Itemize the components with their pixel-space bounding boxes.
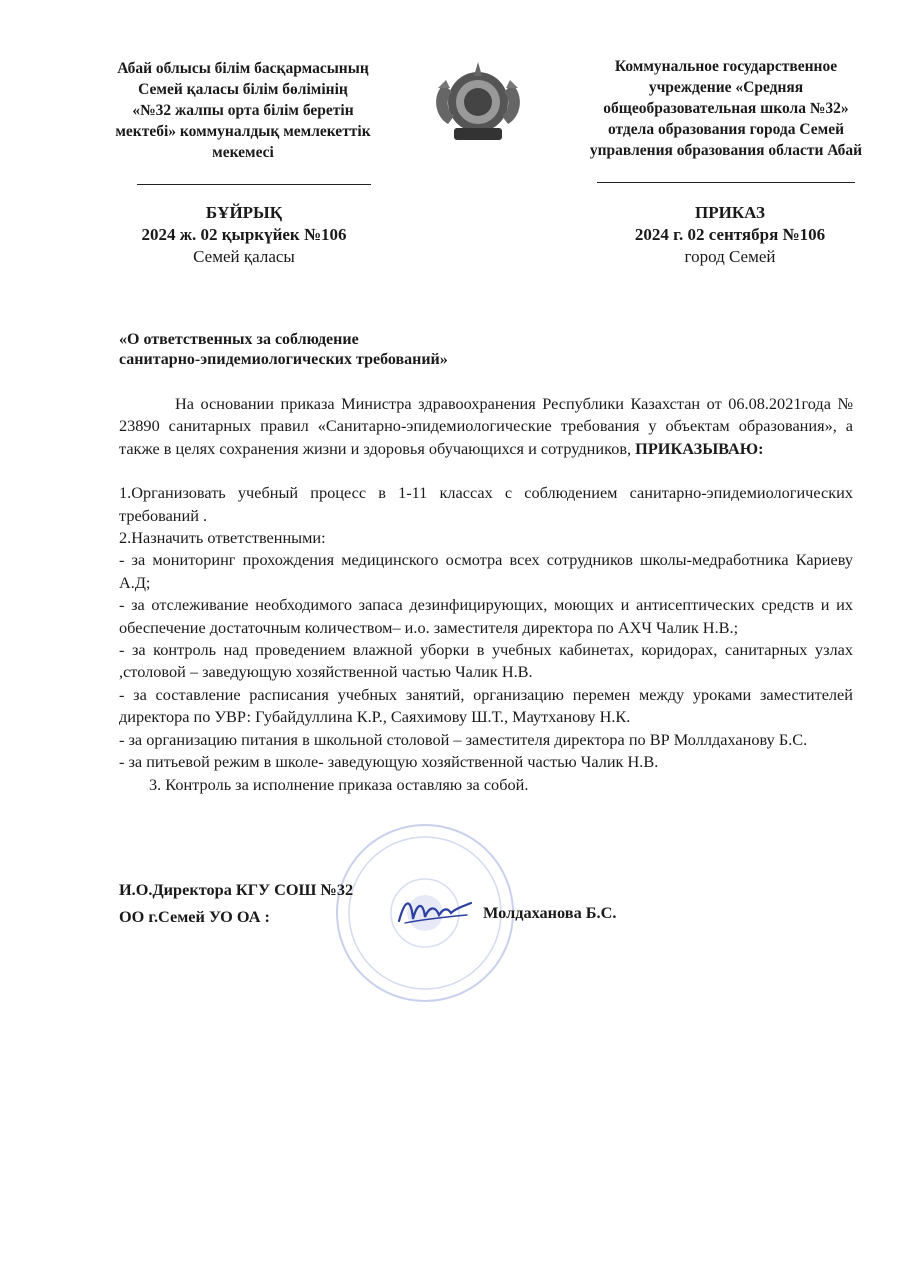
org-name-ru-line: учреждение «Средняя [648,79,804,96]
order-title-kz-heading: БҰЙРЫҚ [205,203,283,222]
order-city-ru: город Семей [684,247,776,266]
order-subject-line: санитарно-эпидемиологических требований» [119,351,448,368]
order-item-3: 3. Контроль за исполнение приказа оставляю за собой. [149,774,529,794]
org-name-ru-line: управления образования области Абай [589,142,863,159]
org-name-kz-line: мектебі» коммуналдық мемлекеттік [115,123,371,140]
order-number-ru: 2024 г. 02 сентября №106 [634,225,826,244]
intro-paragraph [119,393,853,460]
order-title-kz [104,202,384,268]
assignment-item: - за контроль над проведением влажной уборки в учебных кабинетах, коридорах, санитарных узлах ,столовой – заведующую хозяйственной частью Чалик Н.В. [119,640,853,682]
org-name-kz-line: Семей қаласы білім бөлімінің [138,81,348,98]
assignment-item: - за составление расписания учебных занятий, организацию перемен между уроками заместителей директора по УВР: Губайдуллина К.Р., Саяхимову Ш.Т., Маутханову Н.К. [119,684,853,727]
order-item-2-heading: 2.Назначить ответственными: [119,528,326,548]
org-name-kz [108,58,378,163]
org-name-ru-line: Коммунальное государственное [614,58,838,75]
org-name-kz-line: Абай облысы білім басқармасының [117,60,369,77]
header-divider-left [137,184,371,185]
header-divider-right [597,182,855,183]
signatory-title: И.О.Директора КГУ СОШ №32 [119,880,354,899]
handwritten-signature [395,893,475,929]
order-body [119,393,853,796]
assignment-item: - за питьевой режим в школе- заведующую хозяйственной частью Чалик Н.В. [119,752,659,772]
signature-block [119,876,353,930]
org-name-ru [568,56,884,161]
order-subject-line: «О ответственных за соблюдение [119,331,359,348]
org-name-ru-line: общеобразовательная школа №32» [603,100,849,117]
org-name-kz-line: «№32 жалпы орта білім беретін [132,102,354,119]
state-emblem-icon [424,54,532,150]
assignment-item: - за отслеживание необходимого запаса дезинфицирующих, моющих и антисептических средств и их обеспечение достаточным количеством– и.о. заместителя директора по АХЧ Чалик Н.В.; [119,595,853,637]
org-name-kz-line: мекемесі [212,144,274,161]
assignment-item: - за мониторинг прохождения медицинского осмотра всех сотрудников школы-медработника Кариеву А.Д; [119,550,853,592]
intro-text: На основании приказа Министра здравоохранения Республики Казахстан от 06.08.2021года № 23890 санитарных правил «Санитарно-эпидемиологические требования у объектам образования», а также в целях сохранения жизни и здоровья обучающихся и сотрудников, [119,394,853,458]
assignment-item: - за организацию питания в школьной столовой – заместителя директора по ВР Моллдаханову Б.С. [119,729,808,749]
signatory-department: ОО г.Семей УО ОА : [119,907,270,926]
order-subject [119,330,448,370]
org-name-ru-line: отдела образования города Семей [607,121,845,138]
order-city-kz: Семей қаласы [193,247,295,266]
order-item-1: 1.Организовать учебный процесс в 1-11 классах с соблюдением санитарно-эпидемиологических требований . [119,483,853,525]
signatory-name: Молдаханова Б.С. [483,903,617,922]
order-number-kz: 2024 ж. 02 қыркүйек №106 [141,225,347,244]
order-title-ru-heading: ПРИКАЗ [695,203,765,222]
order-title-ru [590,202,870,268]
order-directive: ПРИКАЗЫВАЮ: [635,438,764,458]
